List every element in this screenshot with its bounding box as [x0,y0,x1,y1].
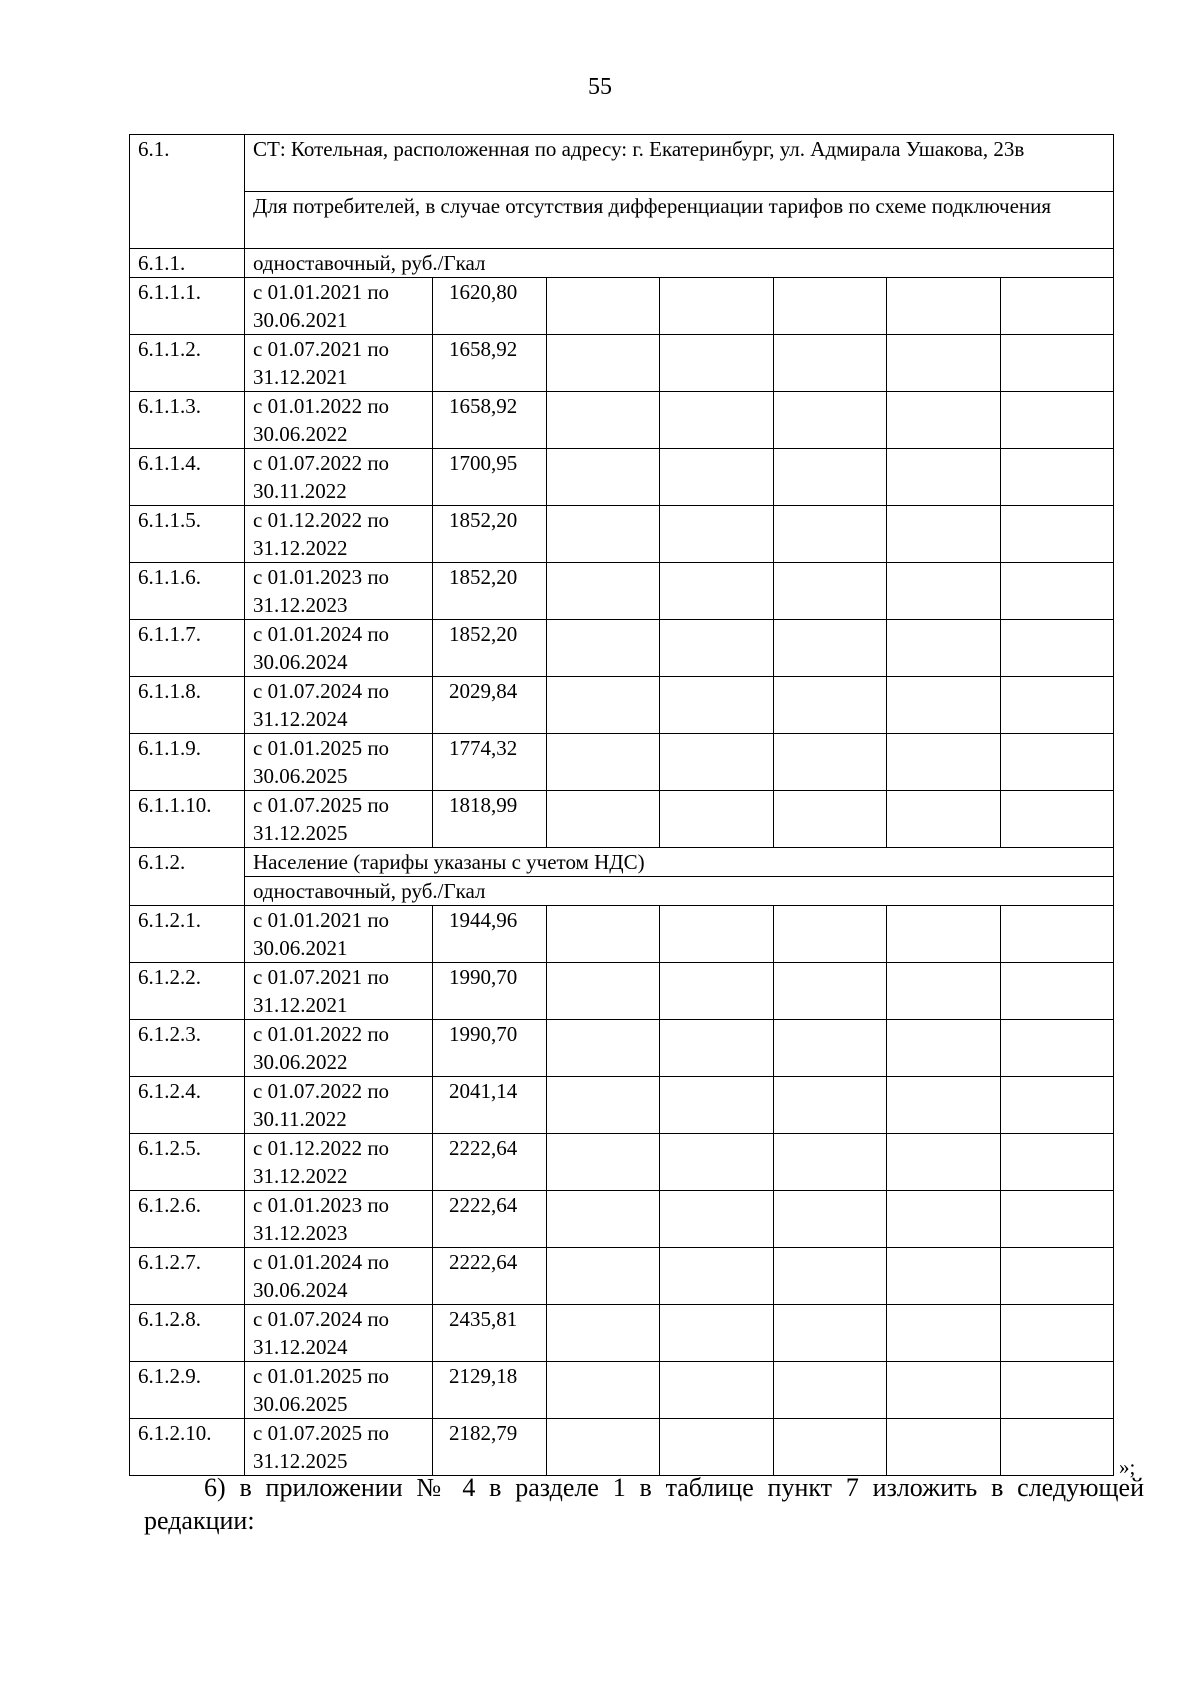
period-end: 30.06.2022 [253,422,348,446]
period-start: с 01.01.2025 по [253,736,390,760]
group2-label: одноставочный, руб./Гкал [245,877,1114,906]
row-period [245,563,433,620]
empty-cell [660,278,774,335]
empty-cell [774,278,887,335]
empty-cell [887,392,1001,449]
row-value: 1700,95 [433,449,547,506]
empty-cell [887,963,1001,1020]
period-end: 30.06.2024 [253,1278,348,1302]
group2-number: 6.1.2. [130,848,245,906]
empty-cell [547,791,660,848]
empty-cell [774,734,887,791]
row-id: 6.1.2.8. [130,1305,245,1362]
empty-cell [1001,963,1114,1020]
empty-cell [660,1020,774,1077]
row-value: 1852,20 [433,620,547,677]
empty-cell [660,563,774,620]
row-value: 1990,70 [433,1020,547,1077]
period-start: с 01.12.2022 по [253,508,390,532]
period-start: с 01.07.2022 по [253,451,390,475]
empty-cell [1001,1191,1114,1248]
group1-number: 6.1.1. [130,249,245,278]
row-id: 6.1.1.4. [130,449,245,506]
row-value: 2435,81 [433,1305,547,1362]
row-value: 1818,99 [433,791,547,848]
period-end: 31.12.2023 [253,1221,348,1245]
empty-cell [774,1419,887,1476]
empty-cell [887,335,1001,392]
row-value: 1620,80 [433,278,547,335]
table-row [130,335,1114,392]
row-id: 6.1.2.1. [130,906,245,963]
empty-cell [887,563,1001,620]
empty-cell [547,1248,660,1305]
empty-cell [1001,734,1114,791]
row-id: 6.1.1.5. [130,506,245,563]
empty-cell [774,620,887,677]
empty-cell [774,791,887,848]
period-end: 30.11.2022 [253,479,347,503]
row-period [245,620,433,677]
empty-cell [547,734,660,791]
period-start: с 01.12.2022 по [253,1136,390,1160]
row-value: 1852,20 [433,563,547,620]
empty-cell [547,1191,660,1248]
period-end: 31.12.2025 [253,821,348,845]
row-value: 2222,64 [433,1134,547,1191]
table-row [130,1362,1114,1419]
period-start: с 01.01.2022 по [253,394,390,418]
empty-cell [774,1362,887,1419]
period-start: с 01.01.2023 по [253,1193,390,1217]
row-period [245,335,433,392]
row-id: 6.1.1.9. [130,734,245,791]
empty-cell [547,1305,660,1362]
table-row [130,1419,1114,1476]
empty-cell [547,563,660,620]
empty-cell [887,620,1001,677]
empty-cell [774,677,887,734]
empty-cell [1001,1419,1114,1476]
empty-cell [1001,449,1114,506]
row-period [245,392,433,449]
empty-cell [547,506,660,563]
row-period [245,734,433,791]
row-id: 6.1.1.2. [130,335,245,392]
table-row [130,906,1114,963]
row-id: 6.1.2.5. [130,1134,245,1191]
period-end: 31.12.2024 [253,707,348,731]
table-row [130,1134,1114,1191]
period-end: 31.12.2023 [253,593,348,617]
empty-cell [774,1248,887,1305]
empty-cell [1001,278,1114,335]
empty-cell [547,963,660,1020]
empty-cell [1001,1077,1114,1134]
empty-cell [887,791,1001,848]
period-end: 31.12.2021 [253,365,348,389]
table-row [130,278,1114,335]
row-id: 6.1.2.6. [130,1191,245,1248]
period-end: 31.12.2022 [253,1164,348,1188]
empty-cell [547,449,660,506]
table-row [130,1191,1114,1248]
period-start: с 01.01.2021 по [253,908,390,932]
empty-cell [660,506,774,563]
empty-cell [774,1191,887,1248]
row-period [245,1305,433,1362]
empty-cell [774,335,887,392]
table-row [130,1077,1114,1134]
group2-title: Население (тарифы указаны с учетом НДС) [245,848,1114,877]
section-number: 6.1. [130,135,245,249]
empty-cell [547,1419,660,1476]
row-id: 6.1.2.9. [130,1362,245,1419]
empty-cell [547,335,660,392]
section-title: СТ: Котельная, расположенная по адресу: г. Екатеринбург, ул. Адмирала Ушакова, 23в [245,135,1114,192]
table-row [130,734,1114,791]
period-end: 31.12.2024 [253,1335,348,1359]
empty-cell [774,1134,887,1191]
period-start: с 01.01.2022 по [253,1022,390,1046]
row-period [245,1191,433,1248]
empty-cell [887,677,1001,734]
period-end: 31.12.2022 [253,536,348,560]
empty-cell [887,1305,1001,1362]
period-start: с 01.01.2023 по [253,565,390,589]
row-value: 1944,96 [433,906,547,963]
empty-cell [774,1077,887,1134]
empty-cell [660,1077,774,1134]
empty-cell [887,906,1001,963]
empty-cell [887,449,1001,506]
period-start: с 01.07.2024 по [253,1307,390,1331]
row-value: 2182,79 [433,1419,547,1476]
row-value: 2222,64 [433,1191,547,1248]
table-row [130,1305,1114,1362]
empty-cell [660,335,774,392]
period-start: с 01.01.2024 по [253,622,390,646]
empty-cell [1001,1248,1114,1305]
period-end: 30.06.2025 [253,764,348,788]
period-start: с 01.07.2021 по [253,337,390,361]
table-row [130,449,1114,506]
row-id: 6.1.2.7. [130,1248,245,1305]
row-period [245,278,433,335]
row-period [245,906,433,963]
empty-cell [774,906,887,963]
amendment-paragraph: 6) в приложении № 4 в разделе 1 в таблице пункт 7 изложить в следующей редакции: [144,1473,1144,1535]
row-id: 6.1.1.8. [130,677,245,734]
row-period [245,677,433,734]
empty-cell [774,1305,887,1362]
empty-cell [774,1020,887,1077]
empty-cell [660,963,774,1020]
row-id: 6.1.1.7. [130,620,245,677]
empty-cell [547,392,660,449]
row-id: 6.1.2.4. [130,1077,245,1134]
row-period [245,1020,433,1077]
row-value: 1990,70 [433,963,547,1020]
empty-cell [547,278,660,335]
period-start: с 01.07.2021 по [253,965,390,989]
empty-cell [660,906,774,963]
period-start: с 01.07.2022 по [253,1079,390,1103]
period-start: с 01.07.2025 по [253,793,390,817]
empty-cell [660,620,774,677]
row-id: 6.1.1.1. [130,278,245,335]
section-subtitle: Для потребителей, в случае отсутствия дифференциации тарифов по схеме подключения [245,192,1114,249]
table-row [130,392,1114,449]
empty-cell [774,392,887,449]
row-period [245,449,433,506]
empty-cell [660,1305,774,1362]
empty-cell [547,906,660,963]
empty-cell [660,677,774,734]
empty-cell [887,278,1001,335]
tariff-table [129,134,1114,1476]
table-row [130,1020,1114,1077]
page-number: 55 [588,74,612,100]
table-row [130,506,1114,563]
empty-cell [660,791,774,848]
empty-cell [660,1134,774,1191]
empty-cell [887,1362,1001,1419]
empty-cell [1001,563,1114,620]
period-end: 30.06.2024 [253,650,348,674]
row-value: 2041,14 [433,1077,547,1134]
empty-cell [547,620,660,677]
row-id: 6.1.2.10. [130,1419,245,1476]
row-period [245,1362,433,1419]
empty-cell [547,1134,660,1191]
period-end: 30.06.2021 [253,308,348,332]
empty-cell [660,1248,774,1305]
empty-cell [774,506,887,563]
row-period [245,791,433,848]
empty-cell [1001,506,1114,563]
row-value: 2222,64 [433,1248,547,1305]
row-id: 6.1.2.2. [130,963,245,1020]
table-row [130,677,1114,734]
row-value: 1658,92 [433,392,547,449]
empty-cell [1001,620,1114,677]
empty-cell [1001,791,1114,848]
row-value: 1774,32 [433,734,547,791]
row-value: 1852,20 [433,506,547,563]
empty-cell [660,1362,774,1419]
row-period [245,1419,433,1476]
empty-cell [660,1419,774,1476]
period-start: с 01.07.2024 по [253,679,390,703]
table-row [130,1248,1114,1305]
row-id: 6.1.2.3. [130,1020,245,1077]
empty-cell [547,1020,660,1077]
period-start: с 01.01.2024 по [253,1250,390,1274]
table-row [130,791,1114,848]
row-period [245,1134,433,1191]
empty-cell [1001,392,1114,449]
empty-cell [1001,335,1114,392]
row-value: 2029,84 [433,677,547,734]
empty-cell [660,449,774,506]
empty-cell [887,1020,1001,1077]
row-period [245,963,433,1020]
empty-cell [547,1077,660,1134]
table-row [130,963,1114,1020]
empty-cell [774,563,887,620]
period-end: 30.06.2021 [253,936,348,960]
empty-cell [660,392,774,449]
empty-cell [1001,1134,1114,1191]
empty-cell [547,1362,660,1419]
empty-cell [774,449,887,506]
row-period [245,1248,433,1305]
empty-cell [887,1077,1001,1134]
row-id: 6.1.1.10. [130,791,245,848]
row-period [245,1077,433,1134]
row-value: 2129,18 [433,1362,547,1419]
row-id: 6.1.1.3. [130,392,245,449]
period-end: 30.06.2025 [253,1392,348,1416]
empty-cell [660,1191,774,1248]
empty-cell [887,1134,1001,1191]
empty-cell [1001,1020,1114,1077]
empty-cell [1001,677,1114,734]
empty-cell [887,506,1001,563]
period-end: 31.12.2025 [253,1449,348,1473]
period-end: 30.06.2022 [253,1050,348,1074]
period-start: с 01.07.2025 по [253,1421,390,1445]
row-value: 1658,92 [433,335,547,392]
empty-cell [547,677,660,734]
closing-quote: »; [1119,1455,1136,1479]
period-end: 30.11.2022 [253,1107,347,1131]
table-row [130,563,1114,620]
row-id: 6.1.1.6. [130,563,245,620]
period-start: с 01.01.2025 по [253,1364,390,1388]
row-period [245,506,433,563]
empty-cell [887,1248,1001,1305]
period-start: с 01.01.2021 по [253,280,390,304]
empty-cell [887,1419,1001,1476]
empty-cell [887,734,1001,791]
empty-cell [774,963,887,1020]
empty-cell [1001,1362,1114,1419]
period-end: 31.12.2021 [253,993,348,1017]
table-row [130,620,1114,677]
group1-label: одноставочный, руб./Гкал [245,249,1114,278]
empty-cell [1001,906,1114,963]
empty-cell [660,734,774,791]
empty-cell [887,1191,1001,1248]
empty-cell [1001,1305,1114,1362]
